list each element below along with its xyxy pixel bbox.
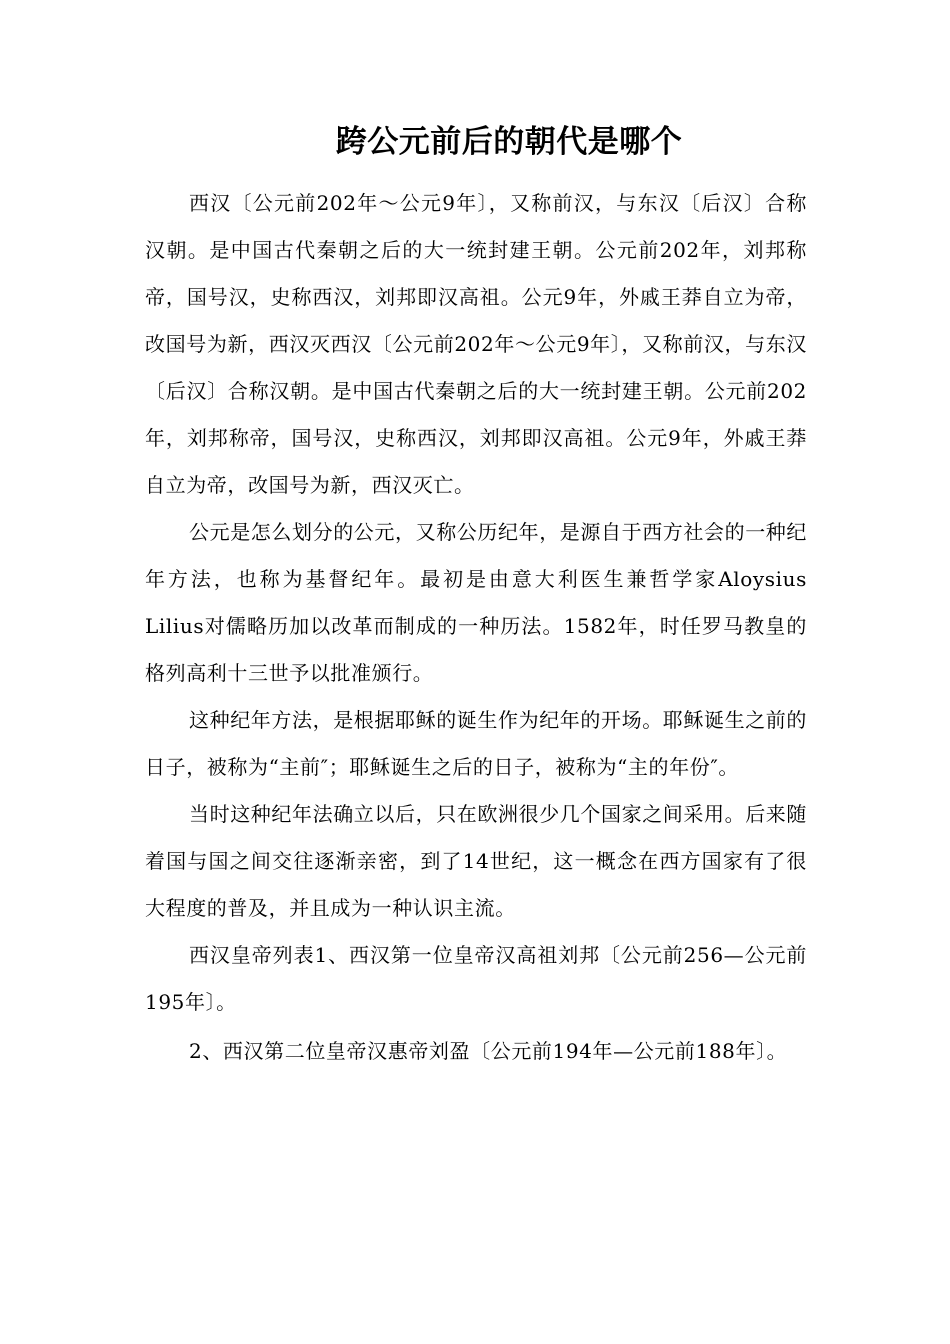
paragraph-western-han-intro: 西汉〔公元前202年～公元9年〕，又称前汉，与东汉〔后汉〕合称汉朝。是中国古代秦朝之后的大一统封建王朝。公元前202年，刘邦称帝，国号汉，史称西汉，刘邦即汉高祖。公元9年，外戚王莽自立为帝，改国号为新，西汉灭西汉〔公元前202年～公元9年〕，又称前汉，与东汉〔后汉〕合称汉朝。是中国古代秦朝之后的大一统封建王朝。公元前202年，刘邦称帝，国号汉，史称西汉，刘邦即汉高祖。公元9年，外戚王莽自立为帝，改国号为新，西汉灭亡。: [145, 191, 807, 497]
document-body: [145, 180, 807, 1075]
paragraph-emperor-list-2: 2、西汉第二位皇帝汉惠帝刘盈〔公元前194年—公元前188年〕。: [189, 1039, 788, 1063]
paragraph-common-era-origin: 公元是怎么划分的公元，又称公历纪年，是源自于西方社会的一种纪年方法，也称为基督纪年。最初是由意大利医生兼哲学家Aloysius Lilius对儒略历加以改革而制成的一种历法。1582年，时任罗马教皇的格列高利十三世予以批准颁行。: [145, 520, 807, 685]
paragraph-calendar-method: 这种纪年方法，是根据耶稣的诞生作为纪年的开场。耶稣诞生之前的日子，被称为“主前″；耶稣诞生之后的日子，被称为“主的年份″。: [145, 708, 807, 779]
paragraph-emperor-list-1: 西汉皇帝列表1、西汉第一位皇帝汉高祖刘邦〔公元前256—公元前195年〕。: [145, 943, 807, 1014]
document-title: 跨公元前后的朝代是哪个: [335, 124, 683, 160]
paragraph-adoption-history: 当时这种纪年法确立以后，只在欧洲很少几个国家之间采用。后来随着国与国之间交往逐渐亲密，到了14世纪，这一概念在西方国家有了很大程度的普及，并且成为一种认识主流。: [145, 802, 807, 920]
